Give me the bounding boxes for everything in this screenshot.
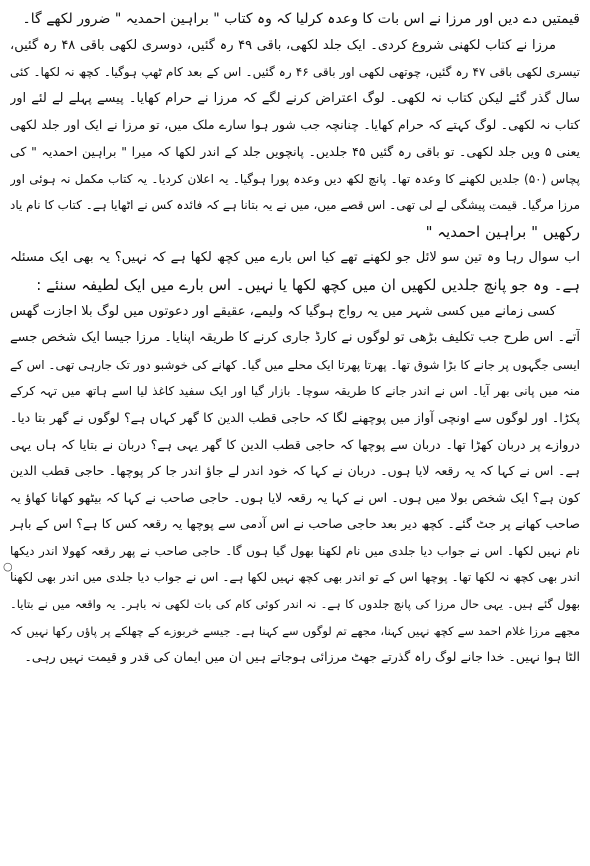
text-line: صاحب کھانے پر جٹ گئے۔ کچھ دیر بعد حاجی صاحب نے اس آدمی سے پوچھا یہ رقعہ کس کا ہے؟ اس کے باہر xyxy=(10,516,580,532)
text-line: مرزا نے کتاب لکھنی شروع کردی۔ ایک جلد لکھی، باقی ۴۹ رہ گئیں، دوسری لکھی باقی ۴۸ رہ گئیں، xyxy=(10,37,556,53)
text-line: سال گذر گئے لیکن کتاب نہ لکھی۔ لوگ اعتراض کرنے لگے کہ مرزا نے حرام کھایا۔ پیسے پہلے لے لئے اور xyxy=(10,90,580,106)
text-line: کون ہے؟ ایک شخص بولا میں ہوں۔ اس نے کہا یہ رقعہ لایا ہوں۔ حاجی صاحب نے کہا کہ بیٹھو کھانا کھاؤ یہ xyxy=(10,489,580,505)
text-line: یعنی ۵ ویں جلد لکھی۔ تو باقی رہ گئیں ۴۵ جلدیں۔ پانچویں جلد کے اندر لکھا کہ میرا " براہین احمدیہ " کی xyxy=(10,143,580,159)
text-line: دروازے پر دربان کھڑا تھا۔ دربان سے پوچھا کہ حاجی قطب الدین کا گھر یہی ہے؟ دربان نے بتایا کہ ہاں یہی xyxy=(10,436,580,452)
text-line: اب سوال رہا وہ تین سو لائل جو لکھنے تھے کیا اس بارے میں کچھ لکھا ہے کہ نہیں؟ یہ بھی ایک مسئلہ xyxy=(10,250,580,266)
text-line: قیمتیں دے دیں اور مرزا نے اس بات کا وعدہ کرلیا کہ وہ کتاب " براہین احمدیہ " ضرور لکھے گا۔ xyxy=(22,11,580,27)
text-line: الٹا ہوا نہیں۔ خدا جانے لوگ راہ گذرتے جھٹ مرزائی ہوجاتے ہیں ان میں ایمان کی قدر و قیمت نہیں رہی۔ xyxy=(24,649,580,665)
text-line: ہے۔ اس نے کہا کہ یہ رقعہ لایا ہوں۔ دربان نے کہا کہ خود اندر لے جاؤ اندر جا کر پوچھا۔ حاجی قطب الدین xyxy=(10,463,580,479)
paragraph xyxy=(10,6,580,33)
body-text xyxy=(10,6,580,671)
text-line: کتاب نہ لکھی۔ لوگ کہتے کہ حرام کھایا۔ چنانچہ جب شور ہوا سارے ملک میں، تو مرزا نے ایک اور جلد لکھی xyxy=(10,117,580,133)
text-line: کسی زمانے میں کسی شہر میں یہ رواج ہوگیا کہ ولیمے، عقیقے اور دعوتوں میں لوگ بلا اجازت گھس xyxy=(10,303,556,319)
text-line: تیسری لکھی باقی ۴۷ رہ گئیں، چوتھی لکھی اور باقی ۴۶ رہ گئیں۔ اس کے بعد کام ٹھپ ہوگیا۔ کچھ نہ لکھا۔ کئی xyxy=(10,65,580,80)
text-line: پچاس (۵۰) جلدیں لکھنے کا وعدہ تھا۔ پانچ لکھ دیں وعدہ پورا ہوگیا۔ یہ اعلان کردیا۔ یہ کتاب مکمل نہ ہوئی اور xyxy=(10,171,580,186)
text-line: رکھیں " براہین احمدیہ " xyxy=(425,222,580,241)
paragraph xyxy=(10,299,580,671)
paragraph xyxy=(10,33,580,246)
text-line: مجھے مرزا غلام احمد سے کچھ نہیں کہنا، مجھے تم لوگوں سے کہنا ہے۔ جیسے خربوزے کے چھلکے پر پاؤں رکھا نہیں کہ xyxy=(10,623,580,638)
text-line: نام نہیں لکھا۔ اس نے جواب دیا جلدی میں نام لکھنا بھول گیا ہوں گا۔ حاجی صاحب نے پھر رقعہ کھولا اندر دیکھا xyxy=(10,543,580,558)
text-line: ہے۔ وہ جو پانچ جلدیں لکھیں ان میں کچھ لکھا یا نہیں۔ اس بارے میں ایک لطیفہ سنئے : xyxy=(36,275,580,294)
margin-mark-icon: ○ xyxy=(3,560,13,573)
text-line: اندر بھی کچھ نہ لکھا تھا۔ پوچھا اس کے تو اندر بھی کچھ نہیں لکھا ہے۔ اس نے جواب دیا جلدی میں اندر بھی لکھنا xyxy=(10,570,580,585)
text-line: مرزا مرگیا۔ قیمت پیشگی لے لی تھی۔ اس قصے میں، میں نے یہ بتانا ہے کہ فائدہ کس نے اٹھایا ہے۔ کتاب کا نام یاد xyxy=(10,198,580,213)
text-line: بھول گئے ہیں۔ یہی حال مرزا کی پانچ جلدوں کا ہے۔ نہ اندر کوئی کام کی بات لکھی نہ باہر۔ یہ واقعہ میں نے بتایا۔ xyxy=(10,597,580,612)
text-line: آتے۔ اس طرح جب تکلیف بڑھی تو لوگوں نے کارڈ جاری کرنے کا طریقہ اپنایا۔ مرزا جیسا ایک شخص جسے xyxy=(10,330,580,346)
text-line: منہ میں پانی بھر آیا۔ اس نے اندر جانے کا طریقہ سوچا۔ بازار گیا اور ایک سفید کاغذ لیا اسے ہاتھ میں تہہ کرکے xyxy=(10,384,580,399)
text-line: ایسی جگہوں پر جانے کا بڑا شوق تھا۔ پھرتا پھرتا ایک محلے میں گیا۔ کھانے کی خوشبو دور تک جارہی تھی۔ اس کے xyxy=(10,357,580,372)
paragraph xyxy=(10,245,580,298)
text-line: پکڑا۔ اور لوگوں سے اونچی آواز میں پوچھنے لگا کہ حاجی قطب الدین کا گھر کہاں ہے؟ لوگوں نے گھر بتا دیا۔ xyxy=(10,409,580,425)
